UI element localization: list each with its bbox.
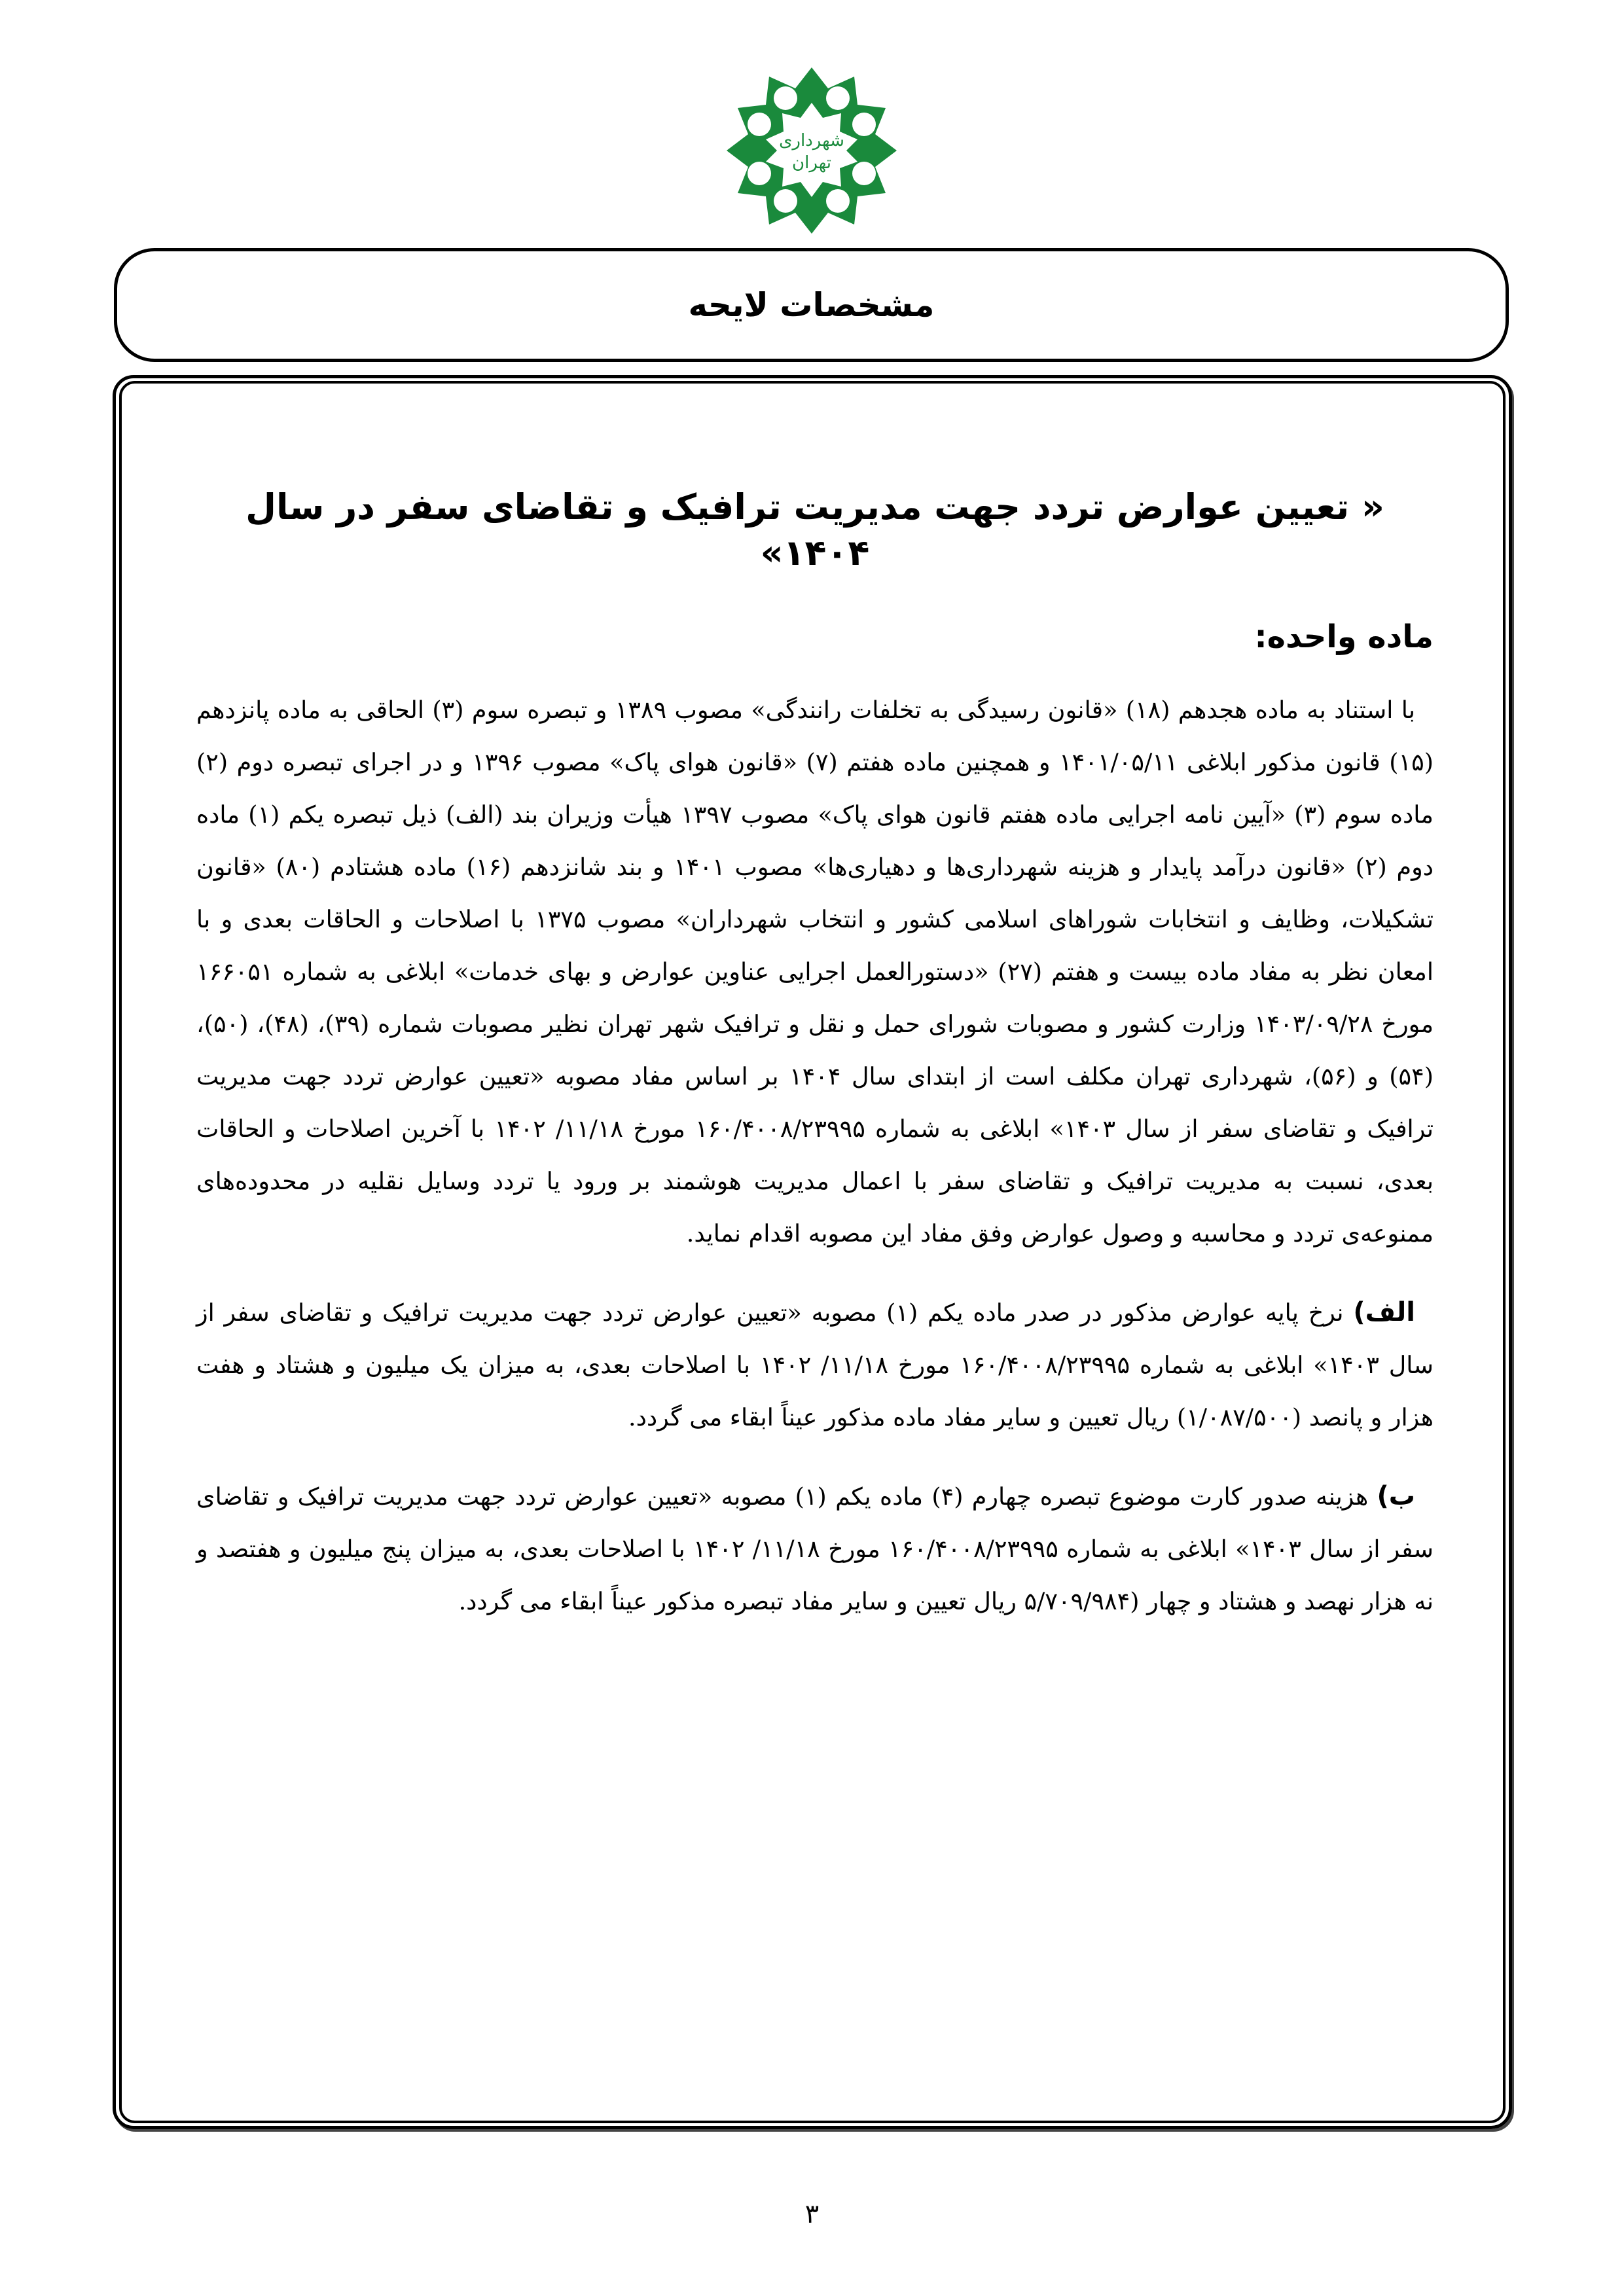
bill-content (196, 458, 1434, 1628)
logo-caption-line1: شهرداری (779, 131, 844, 151)
intro-paragraph: با استناد به ماده هجدهم (۱۸) «قانون رسیدگی به تخلفات رانندگی» مصوب ۱۳۸۹ و تبصره سوم (۳) الحاقی به ماده پانزدهم (۱۵) قانون مذکور ابلاغی ۱۴۰۱/۰۵/۱۱ و همچنین ماده هفتم (۷) «قانون هوای پاک» مصوب ۱۳۹۶ و در اجرای تبصره دوم (۲) ماده سوم (۳) «آیین نامه اجرایی ماده هفتم قانون هوای پاک» مصوب ۱۳۹۷ هیأت وزیران بند (الف) ذیل تبصره یکم (۱) ماده دوم (۲) «قانون درآمد پایدار و هزینه شهرداری‌ها و دهیاری‌ها» مصوب ۱۴۰۱ و بند شانزدهم (۱۶) ماده هشتادم (۸۰) «قانون تشکیلات، وظایف و انتخابات شوراهای اسلامی کشور و انتخاب شهرداران» مصوب ۱۳۷۵ با اصلاحات و الحاقات بعدی و با امعان نظر به مفاد ماده بیست و هفتم (۲۷) «دستورالعمل اجرایی عناوین عوارض و بهای خدمات» ابلاغی به شماره ۱۶۶۰۵۱ مورخ ۱۴۰۳/۰۹/۲۸ وزارت کشور و مصوبات شورای حمل و نقل و ترافیک شهر تهران نظیر مصوبات شماره (۳۹)، (۴۸)، (۵۰)، (۵۴) و (۵۶)، شهرداری تهران مکلف است از ابتدای سال ۱۴۰۴ بر اساس مفاد مصوبه «تعیین عوارض تردد جهت مدیریت ترافیک و تقاضای سفر از سال ۱۴۰۳» ابلاغی به شماره ۱۶۰/۴۰۰۸/۲۳۹۹۵ مورخ ۱۱/۱۸/ ۱۴۰۲ با آخرین اصلاحات و الحاقات بعدی، نسبت به مدیریت ترافیک و تقاضای سفر با اعمال مدیریت هوشمند بر ورود یا تردد وسایل نقلیه در محدوده‌های ممنوعه‌ی تردد و محاسبه و وصول عوارض وفق مفاد این مصوبه اقدام نماید. (196, 695, 1434, 1247)
logo-graphic (723, 62, 900, 236)
page-number: ۳ (804, 2199, 820, 2229)
clause-alef-label: الف) (1353, 1297, 1415, 1327)
clause-be-label: ب) (1377, 1480, 1415, 1511)
logo-caption-line2: تهران (792, 153, 831, 173)
bill-title: « تعیین عوارض تردد جهت مدیریت ترافیک و تقاضای سفر در سال ۱۴۰۴» (245, 486, 1384, 574)
clause-be (196, 1470, 1434, 1628)
header-box (114, 248, 1509, 362)
clause-be-text: هزینه صدور کارت موضوع تبصره چهارم (۴) ماده یکم (۱) مصوبه «تعیین عوارض تردد جهت مدیریت ترافیک و تقاضای سفر از سال ۱۴۰۳» ابلاغی به شماره ۱۶۰/۴۰۰۸/۲۳۹۹۵ مورخ ۱۱/۱۸/ ۱۴۰۲ با اصلاحات بعدی، به میزان پنج میلیون و هفتصد و نه هزار نهصد و هشتاد و چهار (۵/۷۰۹/۹۸۴ ریال تعیین و سایر مفاد تبصره مذکور عیناً ابقاء می گردد. (196, 1482, 1434, 1615)
clause-alef (196, 1286, 1434, 1444)
tehran-municipality-logo-icon (723, 62, 900, 236)
header-title: مشخصات لایحه (688, 286, 935, 324)
clause-alef-text: نرخ پایه عوارض مذکور در صدر ماده یکم (۱) مصوبه «تعیین عوارض تردد جهت مدیریت ترافیک و تقاضای سفر از سال ۱۴۰۳» ابلاغی به شماره ۱۶۰/۴۰۰۸/۲۳۹۹۵ مورخ ۱۱/۱۸/ ۱۴۰۲ با اصلاحات بعدی، به میزان یک میلیون و هشتاد و هفت هزار و پانصد (۱/۰۸۷/۵۰۰) ریال تعیین و سایر مفاد ماده مذکور عیناً ابقاء می گردد. (196, 1298, 1434, 1431)
article-heading: ماده واحده: (1254, 619, 1434, 656)
